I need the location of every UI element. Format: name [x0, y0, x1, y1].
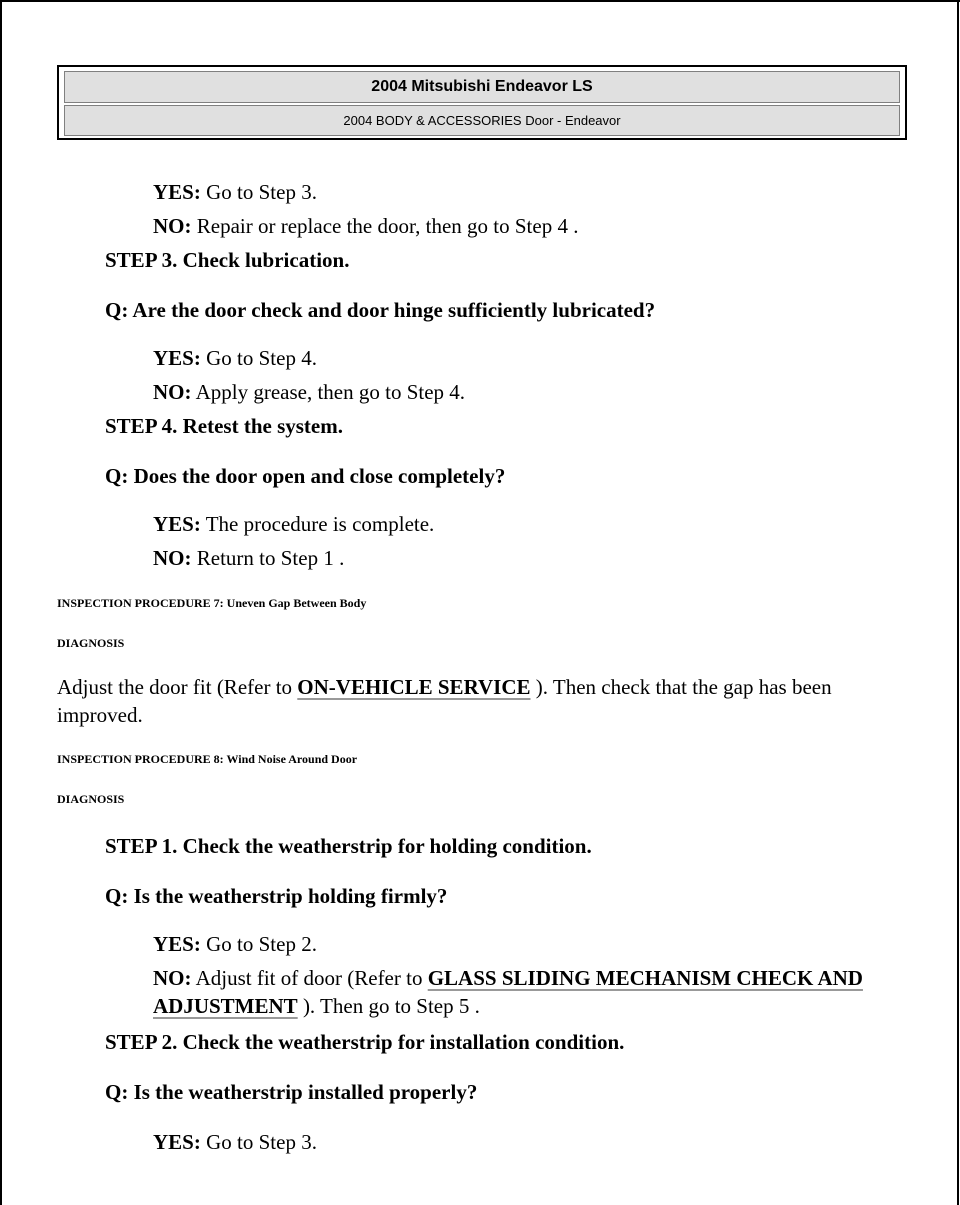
paragraph-text: Adjust the door fit (Refer to: [57, 675, 298, 699]
paragraph-text: ). Then check that the gap has been improved.: [57, 675, 832, 727]
answer-label: NO:: [153, 966, 192, 990]
door-fit-paragraph: [57, 673, 907, 729]
step4-heading: STEP 4. Retest the system.: [105, 414, 343, 438]
answer-yes-step3: [153, 180, 317, 204]
answer-label: NO:: [153, 380, 192, 404]
answer-text: Go to Step 3.: [200, 1130, 317, 1154]
glass-sliding-mechanism-link[interactable]: GLASS SLIDING MECHANISM CHECK AND ADJUSTMENT: [153, 966, 863, 1018]
step3-question: Q: Are the door check and door hinge sufficiently lubricated?: [105, 298, 656, 322]
diagnosis-label: DIAGNOSIS: [57, 636, 125, 650]
inspection-procedure-8-title: INSPECTION PROCEDURE 8: Wind Noise Around Door: [57, 752, 358, 766]
answer-text: Go to Step 4.: [200, 346, 317, 370]
step1-question: Q: Is the weatherstrip holding firmly?: [105, 884, 448, 908]
inspection-procedure-7-title: INSPECTION PROCEDURE 7: Uneven Gap Between Body: [57, 596, 367, 610]
answer-text: Apply grease, then go to Step 4.: [191, 380, 466, 404]
answer-no-return: [153, 546, 344, 570]
answer-text: Return to Step 1 .: [191, 546, 345, 570]
on-vehicle-service-link[interactable]: ON-VEHICLE SERVICE: [297, 675, 531, 699]
step2-question: Q: Is the weatherstrip installed properly?: [105, 1080, 478, 1104]
step3-heading: STEP 3. Check lubrication.: [105, 248, 350, 272]
header-title: 2004 Mitsubishi Endeavor LS: [64, 71, 900, 103]
answer-label: YES:: [153, 346, 201, 370]
header-subtitle: 2004 BODY & ACCESSORIES Door - Endeavor: [64, 105, 900, 136]
answer-no-grease: [153, 380, 465, 404]
answer-text: The procedure is complete.: [200, 512, 435, 536]
answer-no-adjust: [153, 964, 873, 1020]
answer-label: NO:: [153, 546, 192, 570]
answer-label: YES:: [153, 932, 201, 956]
answer-text: Go to Step 2.: [200, 932, 317, 956]
answer-yes-complete: [153, 512, 434, 536]
answer-text: Go to Step 3.: [200, 180, 317, 204]
answer-label: YES:: [153, 1130, 201, 1154]
step1-heading: STEP 1. Check the weatherstrip for holding condition.: [105, 834, 592, 858]
answer-no-repair: [153, 214, 578, 238]
document-header: [57, 65, 907, 140]
answer-text: Repair or replace the door, then go to Step 4 .: [191, 214, 579, 238]
answer-label: NO:: [153, 214, 192, 238]
diagnosis-label: DIAGNOSIS: [57, 792, 125, 806]
answer-label: YES:: [153, 180, 201, 204]
answer-yes-step3-final: [153, 1130, 317, 1154]
answer-yes-step4: [153, 346, 317, 370]
answer-text: Adjust fit of door (Refer to: [191, 966, 428, 990]
answer-label: YES:: [153, 512, 201, 536]
step4-question: Q: Does the door open and close completely?: [105, 464, 506, 488]
step2-heading: STEP 2. Check the weatherstrip for installation condition.: [105, 1030, 625, 1054]
answer-text: ). Then go to Step 5 .: [297, 994, 480, 1018]
answer-yes-step2: [153, 932, 317, 956]
